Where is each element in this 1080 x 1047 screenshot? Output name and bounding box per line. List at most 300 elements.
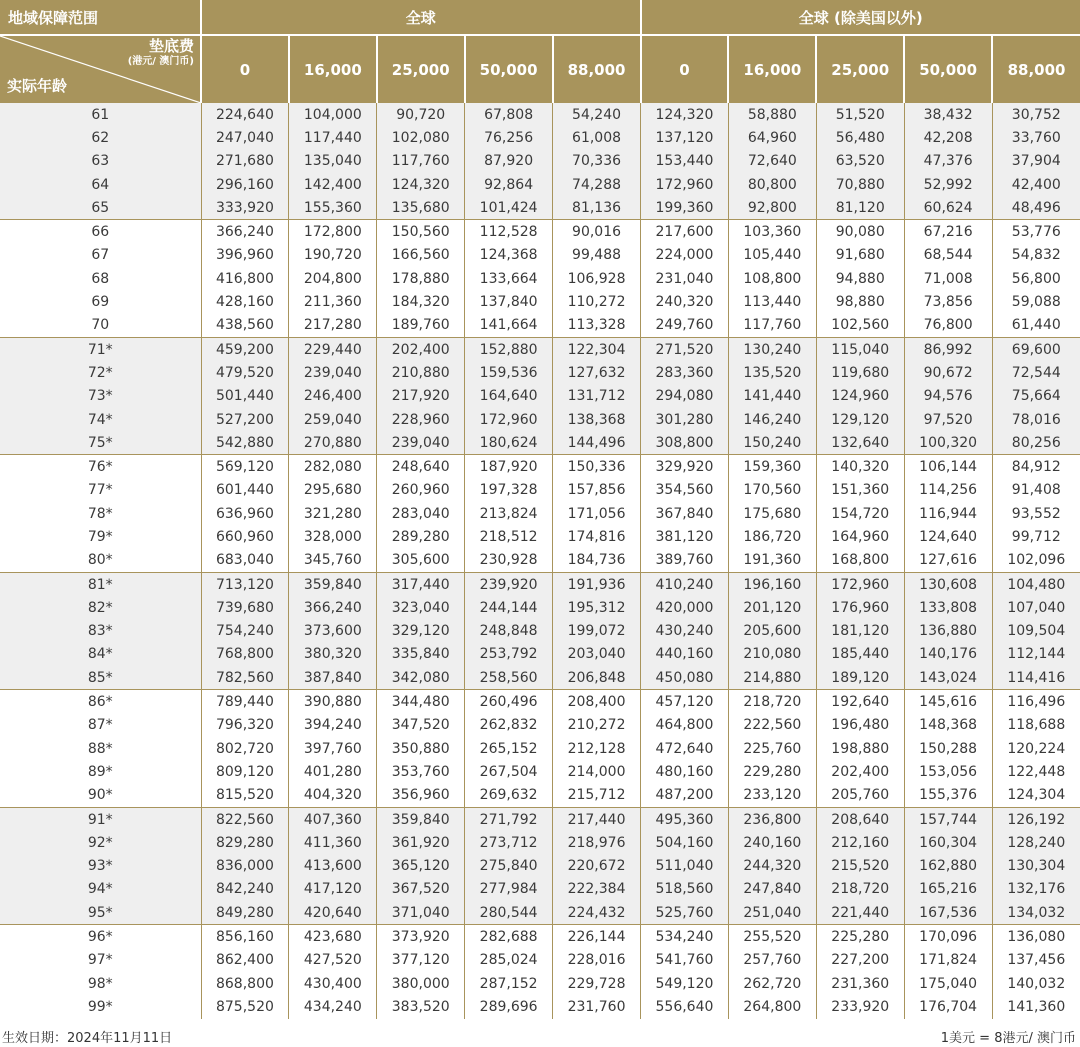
premium-global-cell: 789,440 [201, 690, 289, 714]
premium-global-cell: 54,240 [553, 103, 641, 126]
premium-global-cell: 280,544 [465, 901, 553, 925]
premium-ex-us-cell: 132,176 [992, 878, 1080, 901]
premium-global-cell: 137,840 [465, 290, 553, 313]
age-cell: 92* [0, 831, 201, 854]
premium-global-cell: 479,520 [201, 361, 289, 384]
premium-ex-us-cell: 162,880 [904, 855, 992, 878]
premium-global-cell: 868,800 [201, 972, 289, 995]
premium-global-cell: 328,000 [289, 525, 377, 548]
premium-ex-us-cell: 124,640 [904, 525, 992, 548]
header-row-regions [0, 0, 1080, 35]
premium-global-cell: 407,360 [289, 807, 377, 831]
premium-global-cell: 102,080 [377, 126, 465, 149]
premium-ex-us-cell: 112,144 [992, 643, 1080, 666]
exchange-rate-note: 1美元 = 8港元/ 澳门币 [940, 1031, 1076, 1046]
deductible-ex-us-25000: 25,000 [816, 35, 904, 103]
premium-ex-us-cell: 63,520 [816, 150, 904, 173]
premium-global-cell: 683,040 [201, 549, 289, 573]
premium-global-cell: 90,720 [377, 103, 465, 126]
premium-ex-us-cell: 124,304 [992, 784, 1080, 808]
premium-global-cell: 191,936 [553, 572, 641, 596]
premium-global-cell: 430,400 [289, 972, 377, 995]
premium-ex-us-cell: 472,640 [641, 737, 729, 760]
premium-global-cell: 387,840 [289, 666, 377, 690]
premium-global-cell: 438,560 [201, 314, 289, 338]
premium-ex-us-cell: 58,880 [728, 103, 816, 126]
premium-ex-us-cell: 99,712 [992, 525, 1080, 548]
premium-ex-us-cell: 116,496 [992, 690, 1080, 714]
age-cell: 74* [0, 408, 201, 431]
table-row [0, 878, 1080, 901]
premium-ex-us-cell: 126,192 [992, 807, 1080, 831]
premium-ex-us-cell: 196,160 [728, 572, 816, 596]
age-cell: 71* [0, 337, 201, 361]
age-cell: 63 [0, 150, 201, 173]
premium-ex-us-cell: 157,744 [904, 807, 992, 831]
premium-global-cell: 636,960 [201, 502, 289, 525]
premium-global-cell: 229,440 [289, 337, 377, 361]
premium-global-cell: 117,760 [377, 150, 465, 173]
premium-global-cell: 135,040 [289, 150, 377, 173]
premium-ex-us-cell: 140,176 [904, 643, 992, 666]
premium-ex-us-cell: 104,480 [992, 572, 1080, 596]
premium-ex-us-cell: 108,800 [728, 267, 816, 290]
premium-ex-us-cell: 37,904 [992, 150, 1080, 173]
table-row [0, 150, 1080, 173]
currency-note: (港元/ 澳门币) [127, 56, 194, 67]
premium-global-cell: 359,840 [289, 572, 377, 596]
age-cell: 78* [0, 502, 201, 525]
premium-ex-us-cell: 381,120 [641, 525, 729, 548]
premium-ex-us-cell: 78,016 [992, 408, 1080, 431]
premium-ex-us-cell: 164,960 [816, 525, 904, 548]
table-row [0, 737, 1080, 760]
premium-global-cell: 413,600 [289, 855, 377, 878]
premium-global-cell: 271,792 [465, 807, 553, 831]
premium-global-cell: 157,856 [553, 479, 641, 502]
premium-ex-us-cell: 70,880 [816, 173, 904, 196]
age-cell: 65 [0, 196, 201, 220]
premium-global-cell: 270,880 [289, 431, 377, 455]
age-cell: 66 [0, 220, 201, 244]
premium-ex-us-cell: 67,216 [904, 220, 992, 244]
premium-global-cell: 271,680 [201, 150, 289, 173]
premium-global-cell: 210,272 [553, 714, 641, 737]
premium-global-cell: 754,240 [201, 620, 289, 643]
premium-global-cell: 416,800 [201, 267, 289, 290]
premium-ex-us-cell: 52,992 [904, 173, 992, 196]
premium-ex-us-cell: 221,440 [816, 901, 904, 925]
premium-ex-us-cell: 176,960 [816, 596, 904, 619]
premium-ex-us-cell: 255,520 [728, 925, 816, 949]
premium-global-cell: 366,240 [201, 220, 289, 244]
premium-global-cell: 768,800 [201, 643, 289, 666]
premium-global-cell: 217,280 [289, 314, 377, 338]
premium-ex-us-cell: 367,840 [641, 502, 729, 525]
premium-global-cell: 224,640 [201, 103, 289, 126]
premium-ex-us-cell: 130,304 [992, 855, 1080, 878]
premium-global-cell: 184,736 [553, 549, 641, 573]
premium-global-cell: 159,536 [465, 361, 553, 384]
premium-ex-us-cell: 212,160 [816, 831, 904, 854]
premium-global-cell: 92,864 [465, 173, 553, 196]
age-cell: 86* [0, 690, 201, 714]
premium-ex-us-cell: 294,080 [641, 385, 729, 408]
age-cell: 76* [0, 455, 201, 479]
premium-global-cell: 260,960 [377, 479, 465, 502]
age-cell: 75* [0, 431, 201, 455]
premium-ex-us-cell: 124,960 [816, 385, 904, 408]
table-row [0, 784, 1080, 808]
age-cell: 67 [0, 244, 201, 267]
age-cell: 97* [0, 949, 201, 972]
group-global-ex-us: 全球 (除美国以外) [641, 0, 1080, 35]
age-cell: 81* [0, 572, 201, 596]
premium-ex-us-cell: 107,040 [992, 596, 1080, 619]
premium-global-cell: 224,432 [553, 901, 641, 925]
premium-global-cell: 230,928 [465, 549, 553, 573]
premium-global-cell: 220,672 [553, 855, 641, 878]
premium-ex-us-cell: 119,680 [816, 361, 904, 384]
premium-ex-us-cell: 525,760 [641, 901, 729, 925]
deductible-ex-us-0: 0 [641, 35, 729, 103]
premium-global-cell: 228,016 [553, 949, 641, 972]
premium-global-cell: 265,152 [465, 737, 553, 760]
premium-ex-us-cell: 97,520 [904, 408, 992, 431]
premium-ex-us-cell: 244,320 [728, 855, 816, 878]
premium-global-cell: 172,800 [289, 220, 377, 244]
premium-ex-us-cell: 249,760 [641, 314, 729, 338]
premium-global-cell: 246,400 [289, 385, 377, 408]
premium-global-cell: 180,624 [465, 431, 553, 455]
premium-global-cell: 420,640 [289, 901, 377, 925]
premium-ex-us-cell: 53,776 [992, 220, 1080, 244]
premium-ex-us-cell: 159,360 [728, 455, 816, 479]
age-cell: 72* [0, 361, 201, 384]
premium-global-cell: 184,320 [377, 290, 465, 313]
premium-ex-us-cell: 118,688 [992, 714, 1080, 737]
premium-ex-us-cell: 106,144 [904, 455, 992, 479]
premium-global-cell: 569,120 [201, 455, 289, 479]
premium-ex-us-cell: 137,120 [641, 126, 729, 149]
premium-ex-us-cell: 215,520 [816, 855, 904, 878]
premium-global-cell: 428,160 [201, 290, 289, 313]
premium-ex-us-cell: 137,456 [992, 949, 1080, 972]
premium-global-cell: 244,144 [465, 596, 553, 619]
age-cell: 70 [0, 314, 201, 338]
premium-global-cell: 217,920 [377, 385, 465, 408]
premium-ex-us-cell: 205,600 [728, 620, 816, 643]
table-row [0, 549, 1080, 573]
premium-global-cell: 377,120 [377, 949, 465, 972]
premium-global-cell: 164,640 [465, 385, 553, 408]
premium-ex-us-cell: 233,920 [816, 995, 904, 1018]
premium-global-cell: 135,680 [377, 196, 465, 220]
premium-ex-us-cell: 329,920 [641, 455, 729, 479]
premium-global-cell: 713,120 [201, 572, 289, 596]
table-row [0, 714, 1080, 737]
premium-global-cell: 856,160 [201, 925, 289, 949]
premium-global-cell: 394,240 [289, 714, 377, 737]
premium-ex-us-cell: 134,032 [992, 901, 1080, 925]
premium-global-cell: 155,360 [289, 196, 377, 220]
premium-ex-us-cell: 116,944 [904, 502, 992, 525]
premium-global-cell: 202,400 [377, 337, 465, 361]
premium-ex-us-cell: 64,960 [728, 126, 816, 149]
premium-global-cell: 99,488 [553, 244, 641, 267]
premium-global-cell: 203,040 [553, 643, 641, 666]
premium-ex-us-cell: 231,040 [641, 267, 729, 290]
age-cell: 83* [0, 620, 201, 643]
age-cell: 85* [0, 666, 201, 690]
premium-ex-us-cell: 165,216 [904, 878, 992, 901]
table-row [0, 855, 1080, 878]
premium-ex-us-cell: 240,320 [641, 290, 729, 313]
premium-ex-us-cell: 240,160 [728, 831, 816, 854]
table-row [0, 290, 1080, 313]
premium-ex-us-cell: 153,056 [904, 760, 992, 783]
table-row [0, 196, 1080, 220]
premium-global-cell: 210,880 [377, 361, 465, 384]
premium-ex-us-cell: 47,376 [904, 150, 992, 173]
premium-global-cell: 282,080 [289, 455, 377, 479]
table-row [0, 431, 1080, 455]
premium-global-cell: 373,600 [289, 620, 377, 643]
premium-ex-us-cell: 354,560 [641, 479, 729, 502]
table-row [0, 361, 1080, 384]
premium-global-cell: 74,288 [553, 173, 641, 196]
premium-ex-us-cell: 90,080 [816, 220, 904, 244]
premium-global-cell: 172,960 [465, 408, 553, 431]
premium-global-cell: 329,120 [377, 620, 465, 643]
premium-ex-us-cell: 61,440 [992, 314, 1080, 338]
premium-ex-us-cell: 430,240 [641, 620, 729, 643]
premium-ex-us-cell: 168,800 [816, 549, 904, 573]
premium-ex-us-cell: 205,760 [816, 784, 904, 808]
age-cell: 73* [0, 385, 201, 408]
premium-global-cell: 150,560 [377, 220, 465, 244]
group-global: 全球 [201, 0, 641, 35]
table-row [0, 972, 1080, 995]
table-row [0, 831, 1080, 854]
age-cell: 93* [0, 855, 201, 878]
table-row [0, 925, 1080, 949]
premium-ex-us-cell: 176,704 [904, 995, 992, 1018]
premium-ex-us-cell: 122,448 [992, 760, 1080, 783]
premium-ex-us-cell: 172,960 [641, 173, 729, 196]
premium-global-cell: 356,960 [377, 784, 465, 808]
premium-global-cell: 423,680 [289, 925, 377, 949]
age-cell: 95* [0, 901, 201, 925]
deductible-ex-us-50000: 50,000 [904, 35, 992, 103]
premium-ex-us-cell: 199,360 [641, 196, 729, 220]
premium-ex-us-cell: 140,320 [816, 455, 904, 479]
premium-global-cell: 739,680 [201, 596, 289, 619]
table-row [0, 385, 1080, 408]
age-cell: 64 [0, 173, 201, 196]
premium-global-cell: 501,440 [201, 385, 289, 408]
premium-ex-us-cell: 94,880 [816, 267, 904, 290]
premium-global-cell: 253,792 [465, 643, 553, 666]
table-row [0, 572, 1080, 596]
premium-ex-us-cell: 247,840 [728, 878, 816, 901]
premium-global-cell: 206,848 [553, 666, 641, 690]
premium-ex-us-cell: 132,640 [816, 431, 904, 455]
premium-ex-us-cell: 48,496 [992, 196, 1080, 220]
premium-ex-us-cell: 143,024 [904, 666, 992, 690]
premium-global-cell: 211,360 [289, 290, 377, 313]
premium-ex-us-cell: 84,912 [992, 455, 1080, 479]
premium-global-cell: 259,040 [289, 408, 377, 431]
premium-ex-us-cell: 135,520 [728, 361, 816, 384]
premium-global-cell: 239,920 [465, 572, 553, 596]
table-row [0, 337, 1080, 361]
table-row [0, 620, 1080, 643]
premium-global-cell: 248,848 [465, 620, 553, 643]
premium-ex-us-cell: 154,720 [816, 502, 904, 525]
premium-ex-us-cell: 480,160 [641, 760, 729, 783]
premium-global-cell: 273,712 [465, 831, 553, 854]
premium-global-cell: 90,016 [553, 220, 641, 244]
age-cell: 79* [0, 525, 201, 548]
age-cell: 89* [0, 760, 201, 783]
premium-global-cell: 875,520 [201, 995, 289, 1018]
premium-global-cell: 67,808 [465, 103, 553, 126]
premium-ex-us-cell: 222,560 [728, 714, 816, 737]
premium-global-cell: 347,520 [377, 714, 465, 737]
deductible-heading [128, 39, 194, 69]
premium-global-cell: 361,920 [377, 831, 465, 854]
age-cell: 84* [0, 643, 201, 666]
premium-ex-us-cell: 102,560 [816, 314, 904, 338]
premium-ex-us-cell: 192,640 [816, 690, 904, 714]
premium-global-cell: 404,320 [289, 784, 377, 808]
premium-ex-us-cell: 93,552 [992, 502, 1080, 525]
deductible-global-16000: 16,000 [289, 35, 377, 103]
table-row [0, 173, 1080, 196]
premium-global-cell: 195,312 [553, 596, 641, 619]
premium-ex-us-cell: 155,376 [904, 784, 992, 808]
premium-ex-us-cell: 450,080 [641, 666, 729, 690]
premium-global-cell: 152,880 [465, 337, 553, 361]
premium-global-cell: 124,320 [377, 173, 465, 196]
premium-global-cell: 353,760 [377, 760, 465, 783]
premium-ex-us-cell: 224,000 [641, 244, 729, 267]
premium-global-cell: 122,304 [553, 337, 641, 361]
table-row [0, 220, 1080, 244]
premium-global-cell: 70,336 [553, 150, 641, 173]
premium-global-cell: 142,400 [289, 173, 377, 196]
corner-header [0, 35, 201, 103]
premium-global-cell: 335,840 [377, 643, 465, 666]
premium-ex-us-cell: 257,760 [728, 949, 816, 972]
premium-ex-us-cell: 231,360 [816, 972, 904, 995]
premium-ex-us-cell: 91,408 [992, 479, 1080, 502]
premium-ex-us-cell: 283,360 [641, 361, 729, 384]
table-row [0, 901, 1080, 925]
premium-ex-us-cell: 227,200 [816, 949, 904, 972]
age-cell: 68 [0, 267, 201, 290]
premium-global-cell: 829,280 [201, 831, 289, 854]
age-label: 实际年龄 [7, 77, 68, 95]
premium-global-cell: 104,000 [289, 103, 377, 126]
premium-ex-us-cell: 136,080 [992, 925, 1080, 949]
premium-ex-us-cell: 94,576 [904, 385, 992, 408]
table-header [0, 0, 1080, 103]
premium-ex-us-cell: 185,440 [816, 643, 904, 666]
deductible-global-88000: 88,000 [553, 35, 641, 103]
premium-ex-us-cell: 60,624 [904, 196, 992, 220]
premium-ex-us-cell: 80,800 [728, 173, 816, 196]
premium-global-cell: 231,760 [553, 995, 641, 1018]
premium-ex-us-cell: 141,360 [992, 995, 1080, 1018]
premium-global-cell: 842,240 [201, 878, 289, 901]
premium-global-cell: 417,120 [289, 878, 377, 901]
age-cell: 90* [0, 784, 201, 808]
premium-ex-us-cell: 56,480 [816, 126, 904, 149]
premium-global-cell: 218,512 [465, 525, 553, 548]
premium-global-cell: 190,720 [289, 244, 377, 267]
table-row [0, 525, 1080, 548]
premium-ex-us-cell: 160,304 [904, 831, 992, 854]
premium-global-cell: 601,440 [201, 479, 289, 502]
premium-global-cell: 269,632 [465, 784, 553, 808]
premium-global-cell: 166,560 [377, 244, 465, 267]
premium-global-cell: 383,520 [377, 995, 465, 1018]
premium-global-cell: 101,424 [465, 196, 553, 220]
premium-ex-us-cell: 148,368 [904, 714, 992, 737]
premium-global-cell: 296,160 [201, 173, 289, 196]
premium-global-cell: 106,928 [553, 267, 641, 290]
premium-ex-us-cell: 153,440 [641, 150, 729, 173]
premium-global-cell: 849,280 [201, 901, 289, 925]
age-cell: 80* [0, 549, 201, 573]
premium-global-cell: 277,984 [465, 878, 553, 901]
age-cell: 98* [0, 972, 201, 995]
table-row [0, 408, 1080, 431]
premium-ex-us-cell: 117,760 [728, 314, 816, 338]
premium-ex-us-cell: 151,360 [816, 479, 904, 502]
premium-ex-us-cell: 136,880 [904, 620, 992, 643]
premium-ex-us-cell: 214,880 [728, 666, 816, 690]
premium-global-cell: 124,368 [465, 244, 553, 267]
effective-date: 生效日期：2024年11月11日 [2, 1031, 173, 1046]
premium-ex-us-cell: 198,880 [816, 737, 904, 760]
premium-global-cell: 285,024 [465, 949, 553, 972]
premium-ex-us-cell: 440,160 [641, 643, 729, 666]
premium-global-cell: 228,960 [377, 408, 465, 431]
premium-global-cell: 174,816 [553, 525, 641, 548]
premium-global-cell: 214,000 [553, 760, 641, 783]
premium-ex-us-cell: 71,008 [904, 267, 992, 290]
premium-ex-us-cell: 191,360 [728, 549, 816, 573]
premium-global-cell: 434,240 [289, 995, 377, 1018]
premium-ex-us-cell: 196,480 [816, 714, 904, 737]
premium-global-cell: 131,712 [553, 385, 641, 408]
premium-ex-us-cell: 170,560 [728, 479, 816, 502]
premium-ex-us-cell: 30,752 [992, 103, 1080, 126]
deductible-global-50000: 50,000 [465, 35, 553, 103]
premium-global-cell: 178,880 [377, 267, 465, 290]
table-row [0, 643, 1080, 666]
premium-ex-us-cell: 42,400 [992, 173, 1080, 196]
premium-ex-us-cell: 90,672 [904, 361, 992, 384]
premium-ex-us-cell: 38,432 [904, 103, 992, 126]
premium-global-cell: 396,960 [201, 244, 289, 267]
premium-global-cell: 138,368 [553, 408, 641, 431]
table-body [0, 103, 1080, 1019]
premium-ex-us-cell: 72,544 [992, 361, 1080, 384]
